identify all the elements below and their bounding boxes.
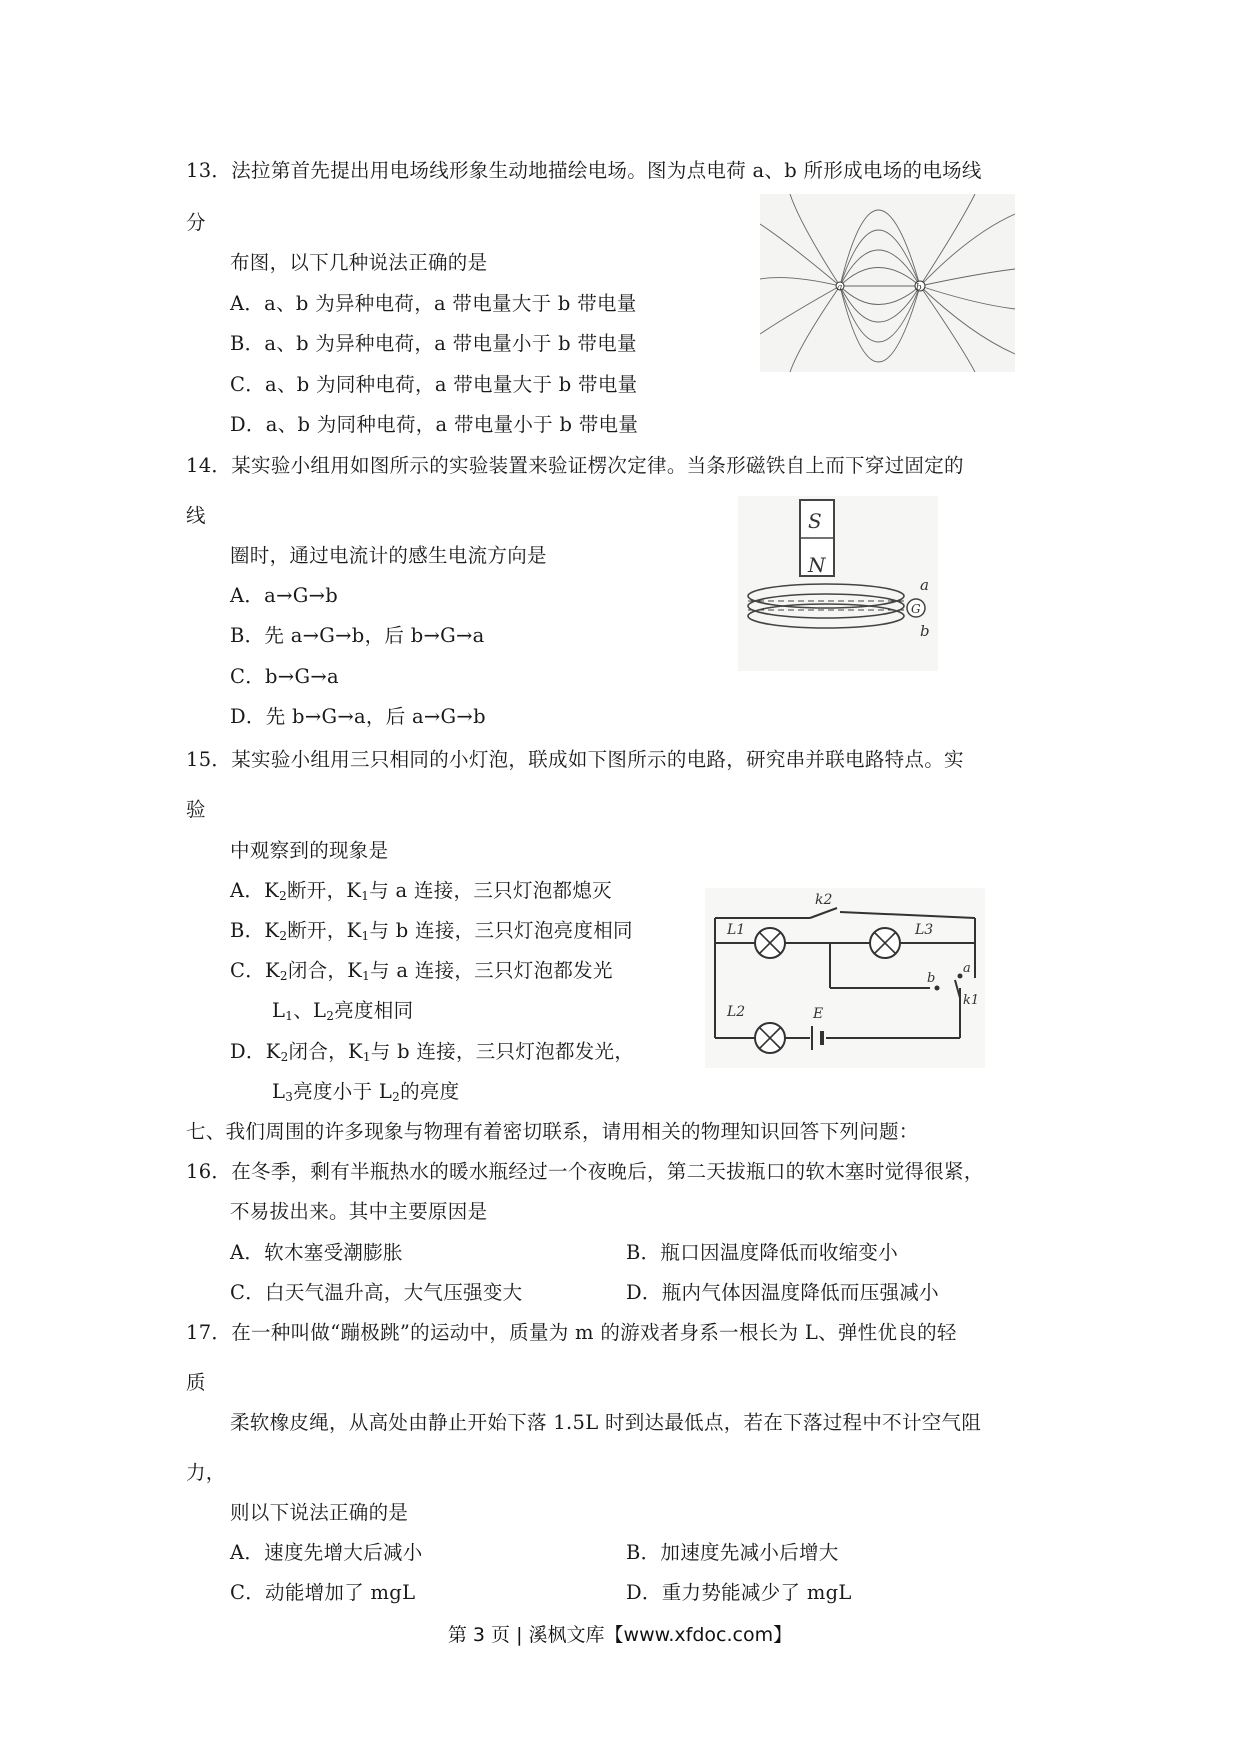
q14-option-d: D．先 b→G→a，后 a→G→b [230,705,486,728]
q14-option-b: B．先 a→G→b，后 b→G→a [230,624,485,647]
q15-stem-line3: 中观察到的现象是 [230,839,389,862]
q17-stem-line2: 质 [186,1371,206,1394]
electric-field-lines-figure [760,194,1015,372]
q16-option-c: C．白天气温升高，大气压强变大 [230,1281,523,1304]
galvanometer-label: G [911,602,921,616]
circuit-label-b: b [927,971,936,986]
q13-stem-line1: 13．法拉第首先提出用电场线形象生动地描绘电场。图为点电荷 a、b 所形成电场的电场线 [186,159,982,182]
circuit-label-a: a [963,961,971,976]
circuit-label-l2: L2 [727,1004,746,1020]
q15-option-d: D．$K_2$闭合，$K_1$与 b 连接，三只灯泡都发光， [230,1040,635,1064]
field-label-b: b [916,283,922,293]
circuit-label-e: E [813,1006,824,1022]
q15-option-b: B．$K_2$断开，$K_1$与 b 连接，三只灯泡亮度相同 [230,919,633,943]
circuit-label-l1: L1 [727,922,746,938]
q13-option-c: C．a、b 为同种电荷，a 带电量大于 b 带电量 [230,373,638,396]
q14-option-a: A．a→G→b [230,584,339,607]
magnet-coil-figure [738,496,938,671]
circuit-diagram-figure [705,888,985,1068]
q15-option-c-continued: $L_1$、$L_2$亮度相同 [272,999,414,1023]
q15-option-d-continued: $L_3$亮度小于 $L_2$的亮度 [272,1080,460,1104]
q14-stem-line1: 14．某实验小组用如图所示的实验装置来验证楞次定律。当条形磁铁自上而下穿过固定的 [186,454,964,477]
magnet-label-n: N [808,553,826,577]
q17-option-a: A．速度先增大后减小 [230,1541,423,1564]
q15-stem-line1: 15．某实验小组用三只相同的小灯泡，联成如下图所示的电路，研究串并联电路特点。实 [186,748,964,771]
q17-stem-line1: 17．在一种叫做“蹦极跳”的运动中，质量为 m 的游戏者身系一根长为 L、弹性优良的轻 [186,1321,957,1344]
section-7-heading: 七、我们周围的许多现象与物理有着密切联系，请用相关的物理知识回答下列问题： [186,1120,919,1143]
q13-stem-line3: 布图，以下几种说法正确的是 [230,251,488,274]
field-label-a: a [837,283,843,293]
q13-option-d: D．a、b 为同种电荷，a 带电量小于 b 带电量 [230,413,639,436]
circuit-label-l3: L3 [915,922,934,938]
q16-option-a: A．软木塞受潮膨胀 [230,1241,403,1264]
q14-option-c: C．b→G→a [230,665,339,688]
circuit-label-k1: k1 [963,993,980,1008]
q15-option-c: C．$K_2$闭合，$K_1$与 a 连接，三只灯泡都发光 [230,959,613,983]
circuit-label-k2: k2 [815,892,833,908]
q17-stem-line5: 则以下说法正确的是 [230,1501,409,1524]
coil-label-b: b [920,622,930,640]
q13-option-b: B．a、b 为异种电荷，a 带电量小于 b 带电量 [230,332,637,355]
q16-stem-line2: 不易拔出来。其中主要原因是 [230,1200,488,1223]
q14-stem-line2: 线 [186,504,206,527]
q14-stem-line3: 圈时，通过电流计的感生电流方向是 [230,544,547,567]
q17-stem-line4: 力， [186,1461,226,1484]
q15-stem-line2: 验 [186,798,206,821]
q13-stem-line2: 分 [186,211,206,234]
q17-option-c: C．动能增加了 mgL [230,1581,416,1604]
q17-stem-line3: 柔软橡皮绳，从高处由静止开始下落 1.5L 时到达最低点，若在下落过程中不计空气阻 [230,1411,982,1434]
coil-label-a: a [920,576,929,594]
q16-option-b: B．瓶口因温度降低而收缩变小 [626,1241,899,1264]
q13-option-a: A．a、b 为异种电荷，a 带电量大于 b 带电量 [230,292,637,315]
q17-option-d: D．重力势能减少了 mgL [626,1581,852,1604]
q16-option-d: D．瓶内气体因温度降低而压强减小 [626,1281,939,1304]
magnet-label-s: S [808,509,822,533]
page-footer: 第 3 页 | 溪枫文库【www.xfdoc.com】 [447,1624,793,1646]
q17-option-b: B．加速度先减小后增大 [626,1541,839,1564]
q16-stem-line1: 16．在冬季，剩有半瓶热水的暖水瓶经过一个夜晚后，第二天拔瓶口的软木塞时觉得很紧， [186,1160,984,1183]
q15-option-a: A．$K_2$断开，$K_1$与 a 连接，三只灯泡都熄灭 [230,879,612,903]
